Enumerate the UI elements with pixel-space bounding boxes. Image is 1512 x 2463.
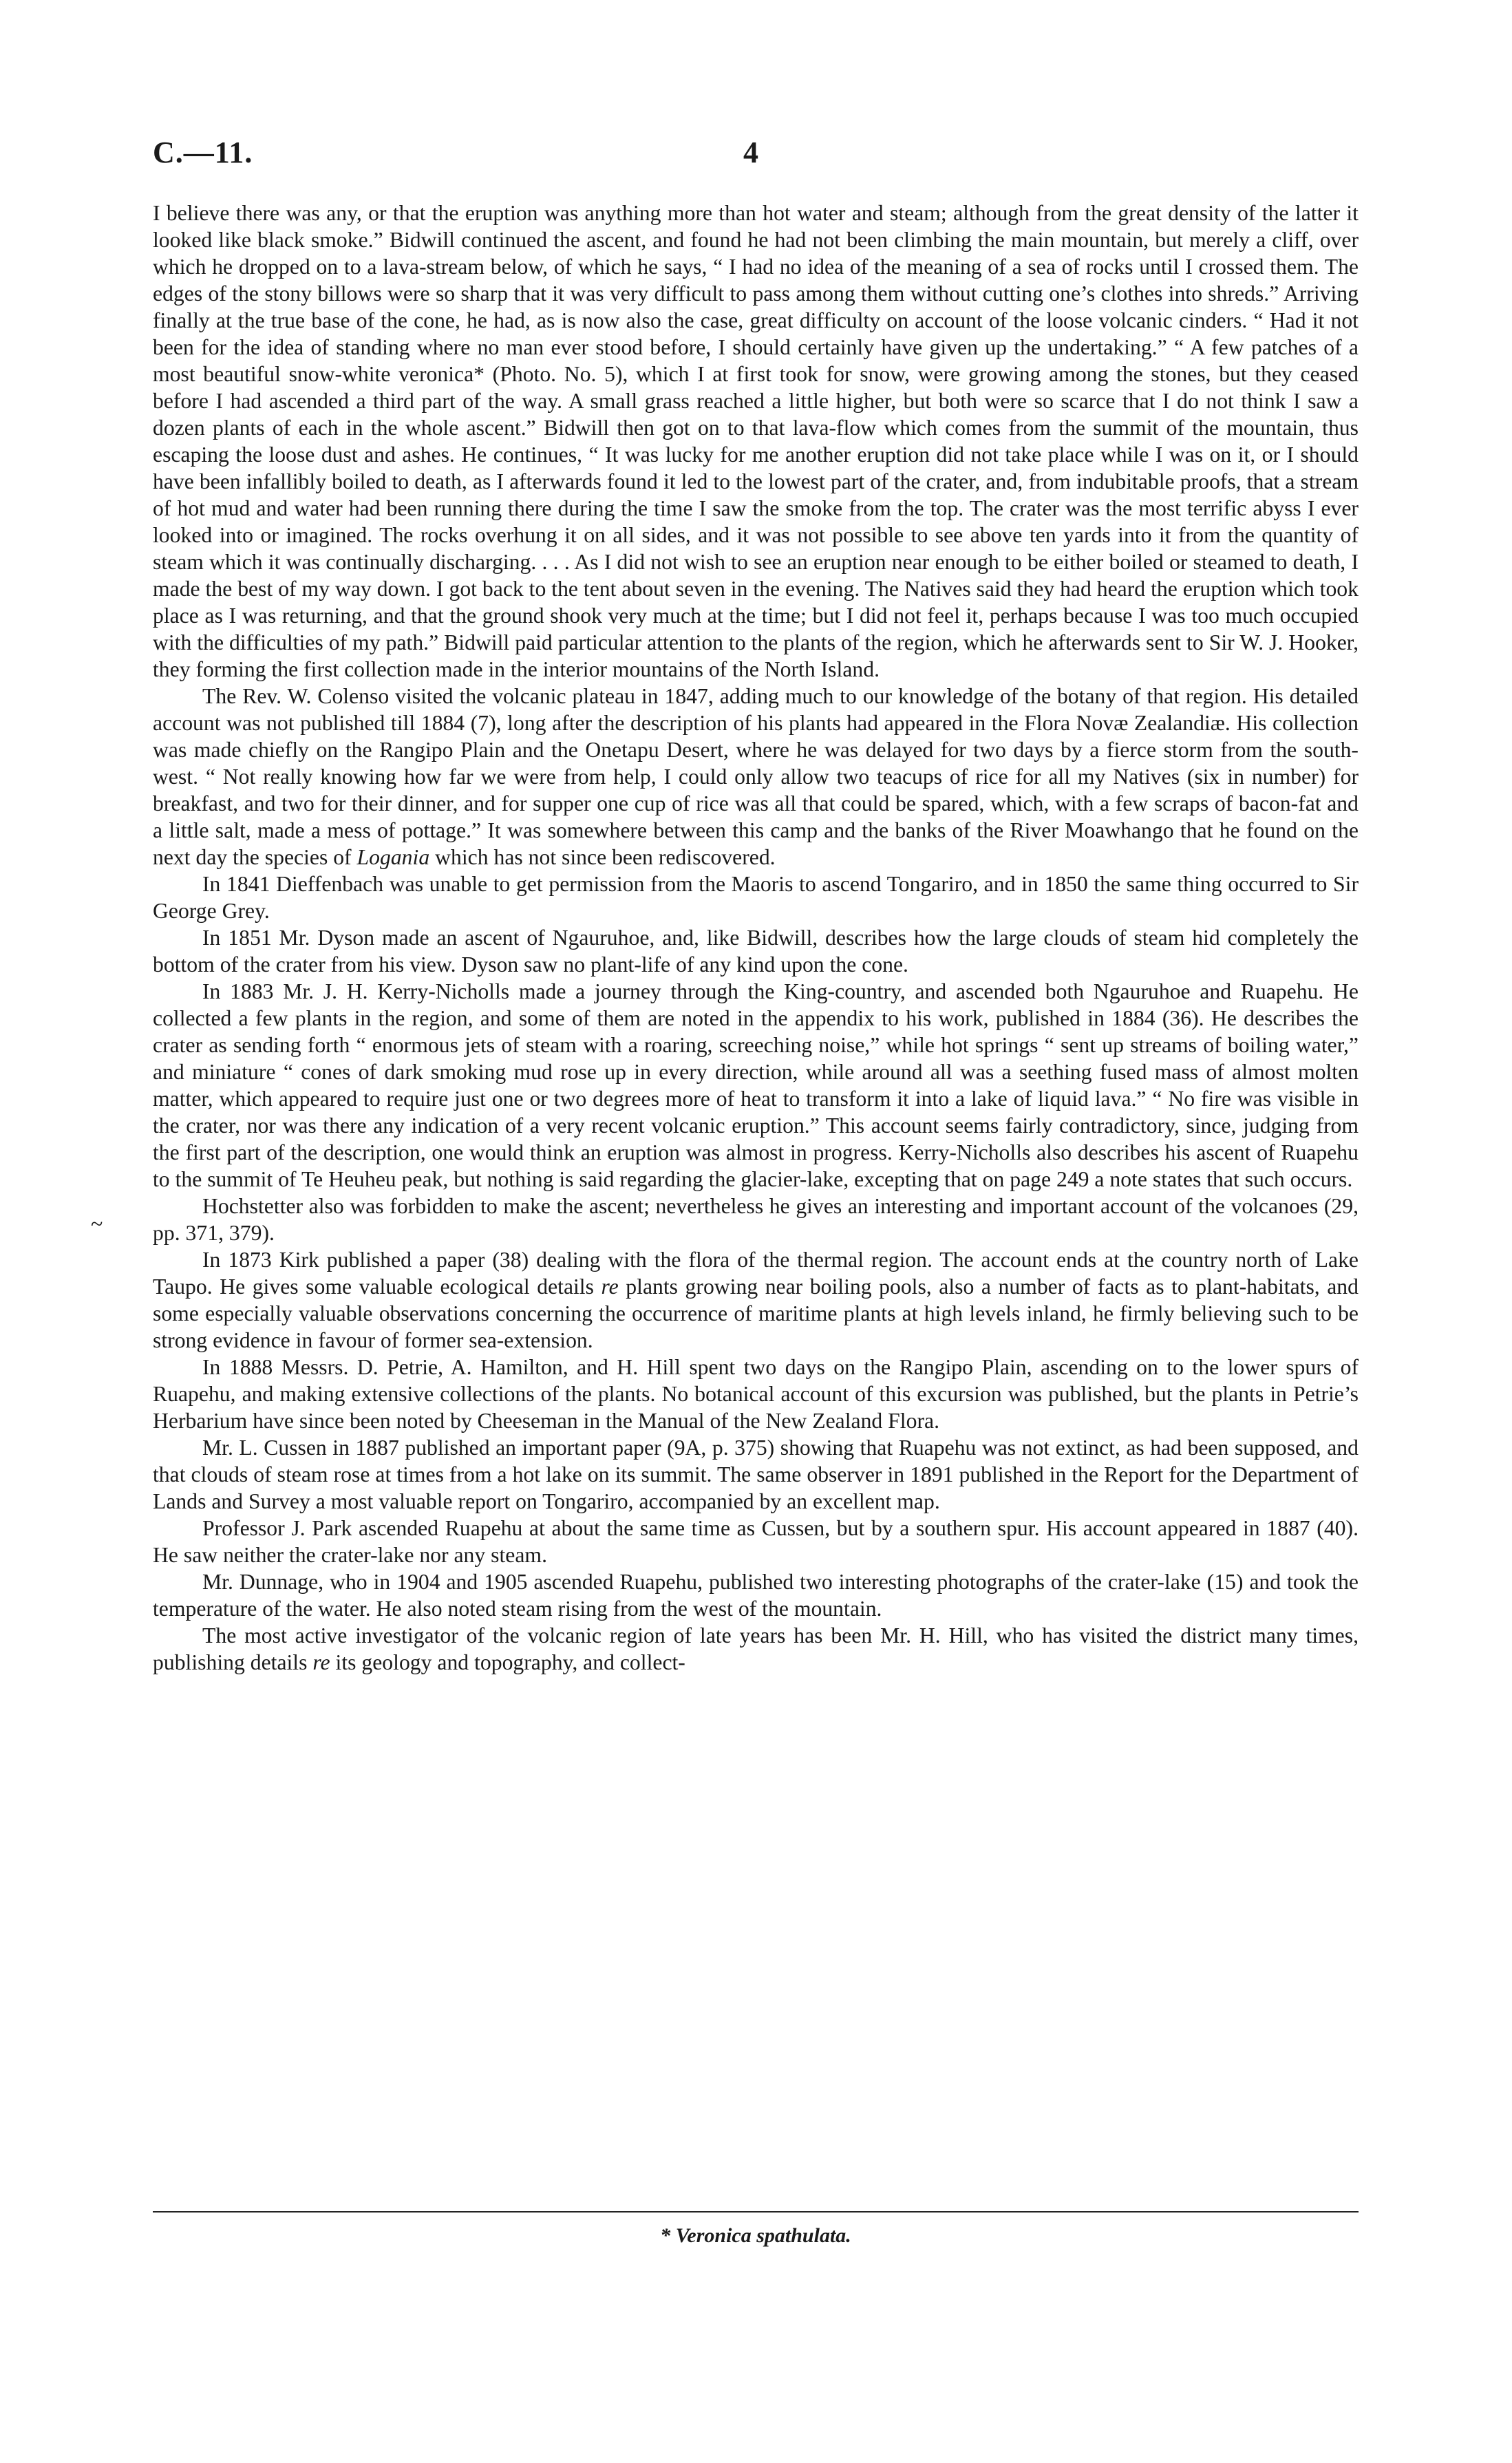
paragraph-petrie: In 1888 Messrs. D. Petrie, A. Hamilton, and H. Hill spent two days on the Rangipo Plain, ascending on to the lower spurs of Ruapehu, and making extensive collections of the plants. No botanical account of this excursion was published, but the plants in Petrie’s Herbarium have since been noted by Cheeseman in the Manual of the New Zealand Flora. (153, 1355, 1359, 1433)
re-italic-1: re (601, 1275, 619, 1299)
paragraph-dunnage: Mr. Dunnage, who in 1904 and 1905 ascended Ruapehu, published two interesting photographs of the crater-lake (15) and took the temperature of the water. He also noted steam rising from the west of the mountain. (153, 1570, 1359, 1621)
paragraph-hochstetter: Hochstetter also was forbidden to make the ascent; nevertheless he gives an interesting and important account of the volcanoes (29, pp. 371, 379). (153, 1194, 1359, 1245)
footnote-rule (153, 2211, 1359, 2213)
paragraph-bidwill: I believe there was any, or that the eruption was anything more than hot water and steam; although from the great density of the latter it looked like black smoke.” Bidwill continued the ascent, and found he had not been climbing the main mountain, but merely a cliff, over which he dropped on to a lava-stream below, of which he says, “ I had no idea of the meaning of a sea of rocks until I crossed them. The edges of the stony billows were so sharp that it was very difficult to pass among them without cutting one’s clothes into shreds.” Arriving finally at the true base of the cone, he had, as is now also the case, great difficulty on account of the loose volcanic cinders. “ Had it not been for the idea of standing where no man ever stood before, I should certainly have given up the undertaking.” “ A few patches of a most beautiful snow-white veronica* (Photo. No. 5), which I at first took for snow, were growing among the stones, but they ceased before I had ascended a third part of the way. A small grass reached a little higher, but both were so scarce that I do not think I saw a dozen plants of each in the whole ascent.” Bidwill then got on to that lava-flow which comes from the summit of the mountain, thus escaping the loose dust and ashes. He continues, “ It was lucky for me another eruption did not take place while I was on it, or I should have been infallibly boiled to death, as I afterwards found it led to the lowest part of the crater, and, from indubitable proofs, that a stream of hot mud and water had been running there during the time I saw the smoke from the top. The crater was the most terrific abyss I ever looked into or imagined. The rocks overhung it on all sides, and it was not possible to see above ten yards into it from the quantity of steam which it was continually discharging. . . . As I did not wish to see an eruption near enough to be either boiled or steamed to death, I made the best of my way down. I got back to the tent about seven in the evening. The Natives said they had heard the eruption which took place as I was returning, and that the ground shook very much at the time; but I did not feel it, perhaps because I was too much occupied with the difficulties of my path.” Bidwill paid particular attention to the plants of the region, which he afterwards sent to Sir W. J. Hooker, they forming the first collection made in the interior mountains of the North Island. (153, 201, 1359, 681)
paragraph-kirk (153, 1246, 1359, 1354)
paragraph-cussen: Mr. L. Cussen in 1887 published an important paper (9A, p. 375) showing that Ruapehu was not extinct, as had been supposed, and that clouds of steam rose at times from a hot lake on its summit. The same observer in 1891 published in the Report for the Department of Lands and Survey a most valuable report on Tongariro, accompanied by an excellent map. (153, 1436, 1359, 1513)
paragraph-kirk-tail: plants growing near boiling pools, also a number of facts as to plant-habitats, and some especially valuable observations concerning the occurrence of maritime plants at high levels inland, he firmly believing such to be strong evidence in favour of former sea-extension. (153, 1275, 1359, 1352)
paragraph-dyson: In 1851 Mr. Dyson made an ascent of Ngauruhoe, and, like Bidwill, describes how the large clouds of steam hid completely the bottom of the crater from his view. Dyson saw no plant-life of any kind upon the cone. (153, 926, 1359, 977)
paragraph-colenso (153, 683, 1359, 871)
footnote: * Veronica spathulata. (660, 2224, 851, 2247)
margin-mark: ~ (91, 1211, 103, 1236)
paragraph-hill-tail: its geology and topography, and collect- (330, 1650, 685, 1674)
re-italic-2: re (312, 1650, 330, 1674)
document-code: C.—11. (153, 136, 253, 169)
paragraph-dieffenbach: In 1841 Dieffenbach was unable to get permission from the Maoris to ascend Tongariro, and in 1850 the same thing occurred to Sir George Grey. (153, 872, 1359, 923)
paragraph-hill (153, 1622, 1359, 1676)
paragraph-colenso-text: The Rev. W. Colenso visited the volcanic plateau in 1847, adding much to our knowledge of the botany of that region. His detailed account was not published till 1884 (7), long after the description of his plants had appeared in the Flora Novæ Zealandiæ. His collection was made chiefly on the Rangipo Plain and the Onetapu Desert, where he was delayed for two days by a fierce storm from the south-west. “ Not really knowing how far we were from help, I could only allow two teacups of rice for all my Natives (six in number) for breakfast, and two for their dinner, and for supper one cup of rice was all that could be spared, which, with a few scraps of bacon-fat and a little salt, made a mess of pottage.” It was somewhere between this camp and the banks of the River Moawhango that he found on the next day the species of (153, 684, 1359, 869)
paragraph-kirk-text: In 1873 Kirk published a paper (38) dealing with the flora of the thermal region. The account ends at the country north of Lake Taupo. He gives some valuable ecological details (153, 1248, 1359, 1299)
paragraph-kerry-nicholls: In 1883 Mr. J. H. Kerry-Nicholls made a journey through the King-country, and ascended both Ngauruhoe and Ruapehu. He collected a few plants in the region, and some of them are noted in the appendix to his work, published in 1884 (36). He describes the crater as sending forth “ enormous jets of steam with a roaring, screeching noise,” while hot springs “ sent up streams of boiling water,” and miniature “ cones of dark smoking mud rose up in every direction, while around all was a seething fused mass of almost molten matter, which appeared to require just one or two degrees more of heat to transform it into a lake of liquid lava.” “ No fire was visible in the crater, nor was there any indication of a very recent volcanic eruption.” This account seems fairly contradictory, since, judging from the first part of the description, one would think an eruption was almost in progress. Kerry-Nicholls also describes his ascent of Ruapehu to the summit of Te Heuheu peak, but nothing is said regarding the glacier-lake, excepting that on page 249 a note states that such occurs. (153, 979, 1359, 1191)
paragraph-hill-text: The most active investigator of the volcanic region of late years has been Mr. H. Hill, who has visited the district many times, publishing details (153, 1623, 1359, 1674)
body-text (153, 200, 1359, 1676)
paragraph-colenso-tail: which has not since been rediscovered. (429, 845, 776, 869)
page-number: 4 (743, 136, 758, 169)
paragraph-park: Professor J. Park ascended Ruapehu at about the same time as Cussen, but by a southern spur. His account appeared in 1887 (40). He saw neither the crater-lake nor any steam. (153, 1516, 1359, 1567)
logania-italic: Logania (356, 845, 430, 869)
